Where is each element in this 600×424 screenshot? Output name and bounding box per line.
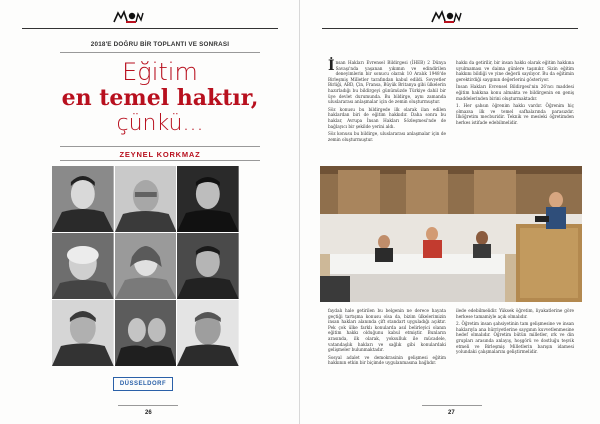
article-title [60,60,260,135]
magazine-logo-graphic [112,10,144,24]
title-line-2: en temel haktır, [61,85,259,112]
paragraph: 1. Her şahsın öğrenim hakkı vardır. Öğrenim hiç olmazsa ilk ve temel safhalarında parasızdır. İlköğretim mecburidir. Teknik ve mesleki öğretimden herkes istifade edebilmelidir. [456,103,574,125]
portrait-photo [177,233,239,299]
title-line-1: Eğitim [122,58,198,86]
right-page [300,0,600,424]
portrait-photo [52,233,114,299]
paragraph: hakkı da getirilir, bir insan hakkı olarak eğitim hakkına uyulmaması ve daima günlere taşınılır. Sizin eğitim hakkını bildiği ve yine değerli sayılıyor. Bu da eğitimin gerektirdiği saygının değerlerini gösteriyor. [456,60,574,82]
article-column-2-bottom [456,308,574,357]
page-number: 26 [145,410,152,416]
portrait-photo [52,166,114,232]
author-rule-bottom [60,160,260,161]
portrait-photo [177,166,239,232]
article-column-1-top [328,60,446,144]
footer-rule [118,405,178,406]
paragraph: faydalı hale getirilen bu belgenin ne derece hayata geçtiği tartışma konusu olsa da, bizim ülkelerimizin insan hakları alanında çift standart uyguladığı açıktır. Pek çok ülke farklı konularda asıl belirleyici olanın eğitim hakkı olduğunu kabul etmiştir. Bunların arasında, ilk olarak, yoksulluk ile mücadele, vatandaşlık hakları ve sağlık gibi konulardaki gelişmeler bulunmaktadır. [328,308,446,353]
drop-cap: İ [328,58,335,74]
paragraph: ilede edebilmelidir. Yüksek öğretim, liyakatlerine göre herkese tamamiyle açık olmalıdır. [456,308,574,319]
footer-rule [422,405,482,406]
paragraph: İnsan Hakları Evrensel Bildirgesi'nin 26'ncı maddesi eğitim hakkına konu almakta ve bildirgenin en geniş maddelerinden birini oluşturmaktadır. [456,84,574,101]
portrait-collage [52,166,239,366]
magazine-logo-graphic [430,10,462,24]
city-label: DÜSSELDORF [113,377,173,391]
paragraph: Söz konusu bu bildirge, uluslararası anlaşmalar için de zemin oluşturmuştur. [328,131,446,142]
magazine-logo [112,10,144,24]
paragraph: Söz konusu bu bildirgede ilk olarak ilan edilen haklardan biri de eğitim hakkıdır. Daha sonra bu haklar, Avrupa İnsan Hakları Sözleşmesi'nde de bağlayıcı bir şekilde yerini aldı. [328,106,446,129]
meeting-photo [320,166,582,302]
portrait-photo [115,166,177,232]
paragraph: 2. Öğretim insan şahsiyetinin tam gelişmesine ve insan haklarıyla ana hürriyetlerine saygının kuvvetlenmesine hedef olmalıdır. Öğretim bütün milletler, ırk ve din grupları arasında anlayış, hoşgörü ve dostluğu teşvik etmeli ve Birleşmiş Milletlerin barışın idamesi yolundaki çalışmalarını geliştirmelidir. [456,321,574,355]
supertitle-rule [60,52,260,53]
portrait-photo [177,300,239,366]
header-rule [22,28,278,29]
title-line-3: çünkü... [116,111,204,137]
header-rule [322,28,578,29]
portrait-photo [115,233,177,299]
author-rule-top [60,146,260,147]
paragraph: İnsan Hakları Evrensel Bildirgesi (İHEB) 2 Dünya Savaşı'nda yaşanan yıkımın ve edindirilen deneyimlerin bir sonucu olarak 10 Aralık 1948'de Birleşmiş Milletler tarafından kabul edildi. Sovyetler Birliği, ABD, Çin, Fransa, Büyük Britanya gibi ülkelerin hazırladığı bu bildirgeyi günümüzde Türkiye dahil bir üye devlet durumunda. Bu bildirge, aynı zamanda uluslararası anlaşmalar için de zemin oluşturmuştur. [328,58,446,105]
magazine-logo [430,10,462,24]
article-column-1-bottom [328,308,446,368]
portrait-photo [115,300,177,366]
portrait-photo [52,300,114,366]
article-column-2-top [456,60,574,128]
article-author: ZEYNEL KORKMAZ [119,150,201,159]
article-supertitle: 2018'E DOĞRU BİR TOPLANTI VE SONRASI [90,41,230,48]
paragraph: Sosyal adalet ve demokrasinin gelişmesi eğitim hakkının etkin bir biçimde uygulanmasına bağlıdır. [328,354,446,366]
page-number: 27 [448,410,455,416]
